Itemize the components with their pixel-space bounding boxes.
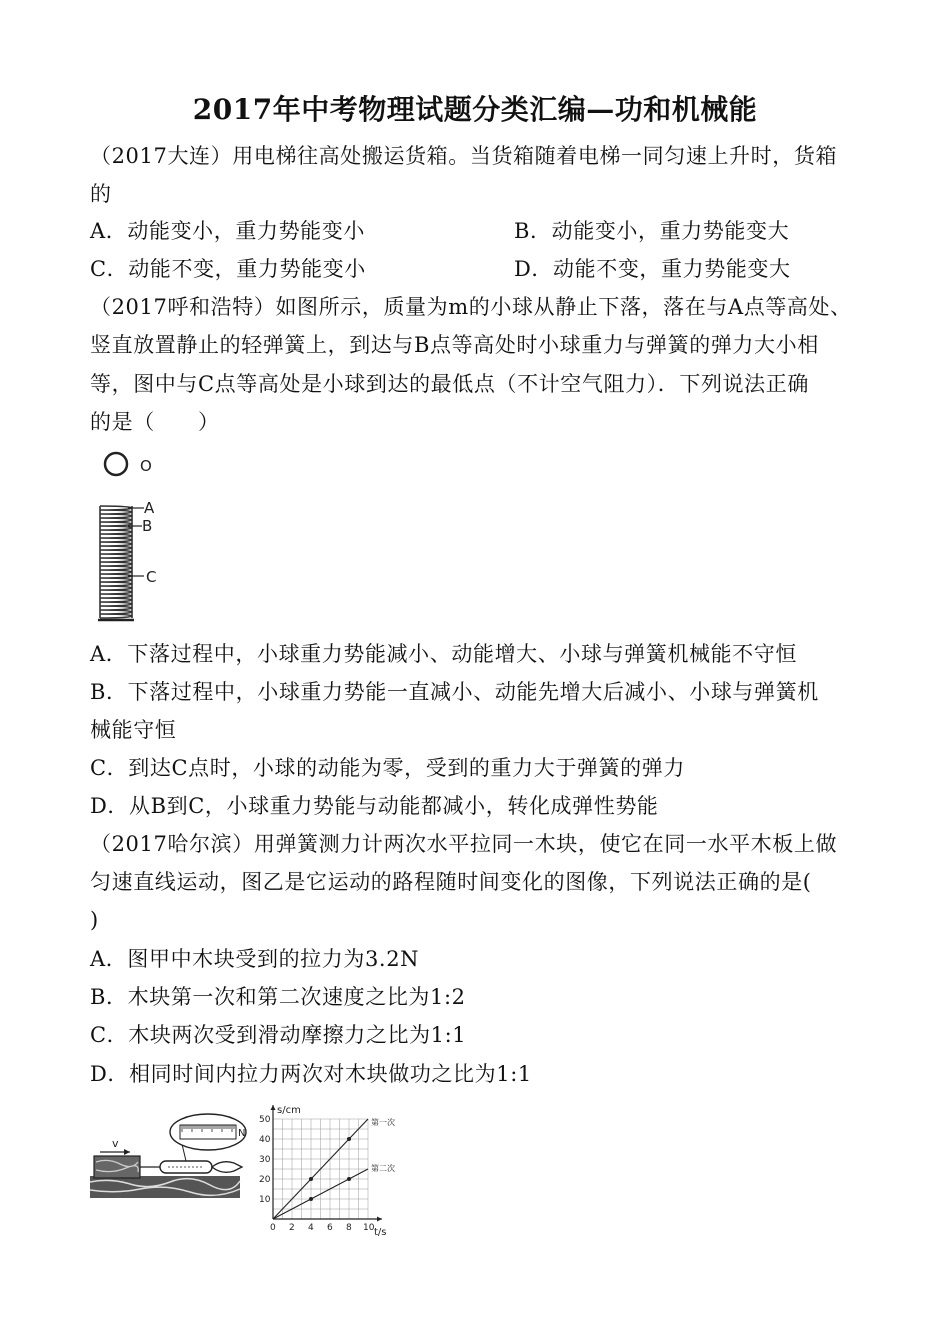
q3-option-c: C．木块两次受到滑动摩擦力之比为1:1 bbox=[90, 1023, 467, 1047]
q1-stem-line1: （2017大连）用电梯往高处搬运货箱。当货箱随着电梯一同匀速上升时，货箱 bbox=[90, 144, 838, 168]
q2-option-d: D．从B到C，小球重力势能与动能都减小，转化成弹性势能 bbox=[90, 794, 659, 818]
spring-coil bbox=[100, 506, 132, 618]
ball-shape bbox=[105, 453, 127, 475]
q3-stem-line1: （2017哈尔滨）用弹簧测力计两次水平拉同一木块，使它在同一水平木板上做 bbox=[90, 832, 838, 856]
q3-option-d: D．相同时间内拉力两次对木块做功之比为1:1 bbox=[90, 1062, 532, 1086]
q1-option-d: D．动能不变，重力势能变大 bbox=[514, 257, 791, 281]
q2-stem-line1: （2017呼和浩特）如图所示，质量为m的小球从静止下落，落在与A点等高处、 bbox=[90, 295, 852, 319]
q3-stem-line2: 匀速直线运动，图乙是它运动的路程随时间变化的图像，下列说法正确的是( bbox=[90, 870, 812, 894]
q1-option-c: C．动能不变，重力势能变小 bbox=[90, 257, 366, 281]
y-tick-label: 50 bbox=[259, 1115, 271, 1125]
q2-stem-line4: 的是（ ） bbox=[90, 410, 220, 434]
q2-option-b-line2: 械能守恒 bbox=[90, 718, 177, 742]
svg-text:N: N bbox=[238, 1128, 246, 1139]
series-label-1: 第一次 bbox=[371, 1118, 395, 1127]
q2-stem-line2: 竖直放置静止的轻弹簧上，到达与B点等高处时小球重力与弹簧的弹力大小相 bbox=[90, 333, 819, 357]
q2-option-a: A．下落过程中，小球重力势能减小、动能增大、小球与弹簧机械能不守恒 bbox=[90, 642, 797, 666]
q1-stem-line2: 的 bbox=[90, 182, 112, 206]
label-b: B bbox=[142, 517, 153, 535]
series-label-2: 第二次 bbox=[371, 1164, 395, 1173]
x-tick-label: 6 bbox=[327, 1223, 333, 1233]
q2-option-c: C．到达C点时，小球的动能为零，受到的重力大于弹簧的弹力 bbox=[90, 756, 685, 780]
q3-option-a: A．图甲中木块受到的拉力为3.2N bbox=[90, 947, 420, 971]
block-shape bbox=[94, 1156, 140, 1178]
data-point bbox=[309, 1197, 313, 1201]
q2-option-b-line1: B．下落过程中，小球重力势能一直减小、动能先增大后减小、小球与弹簧机 bbox=[90, 680, 819, 704]
data-point bbox=[347, 1137, 351, 1141]
data-point bbox=[347, 1177, 351, 1181]
q1-option-b: B．动能变小，重力势能变大 bbox=[514, 219, 790, 243]
s-t-chart bbox=[255, 1095, 405, 1240]
q3-option-b: B．木块第一次和第二次速度之比为1:2 bbox=[90, 985, 466, 1009]
label-o: O bbox=[140, 457, 152, 475]
scale-magnifier bbox=[170, 1114, 246, 1150]
data-point bbox=[309, 1177, 313, 1181]
y-tick-label: 20 bbox=[259, 1175, 271, 1185]
label-a: A bbox=[144, 499, 155, 517]
x-tick-label: 0 bbox=[270, 1223, 276, 1233]
chart-series-labels bbox=[371, 1117, 395, 1173]
x-axis-label: t/s bbox=[374, 1227, 387, 1238]
x-tick-label: 10 bbox=[363, 1223, 375, 1233]
q2-stem-line3: 等，图中与C点等高处是小球到达的最低点（不计空气阻力）．下列说法正确 bbox=[90, 372, 809, 396]
x-axis-arrow bbox=[377, 1217, 382, 1222]
q1-option-a: A．动能变小，重力势能变小 bbox=[90, 219, 365, 243]
x-tick-label: 8 bbox=[346, 1223, 352, 1233]
q3-stem-line3: ) bbox=[90, 908, 99, 932]
document-title: 2017年中考物理试题分类汇编—功和机械能 bbox=[192, 93, 758, 126]
y-tick-label: 30 bbox=[259, 1155, 271, 1165]
y-tick-label: 10 bbox=[259, 1195, 271, 1205]
y-axis-label: s/cm bbox=[277, 1105, 301, 1116]
y-axis-arrow bbox=[271, 1105, 276, 1110]
y-tick-label: 40 bbox=[259, 1135, 271, 1145]
block-scale-figure bbox=[90, 1112, 250, 1207]
x-tick-label: 2 bbox=[289, 1223, 295, 1233]
velocity-label: v bbox=[112, 1137, 119, 1150]
spring-figure bbox=[92, 450, 172, 630]
x-tick-label: 4 bbox=[308, 1223, 314, 1233]
label-c: C bbox=[146, 568, 157, 586]
